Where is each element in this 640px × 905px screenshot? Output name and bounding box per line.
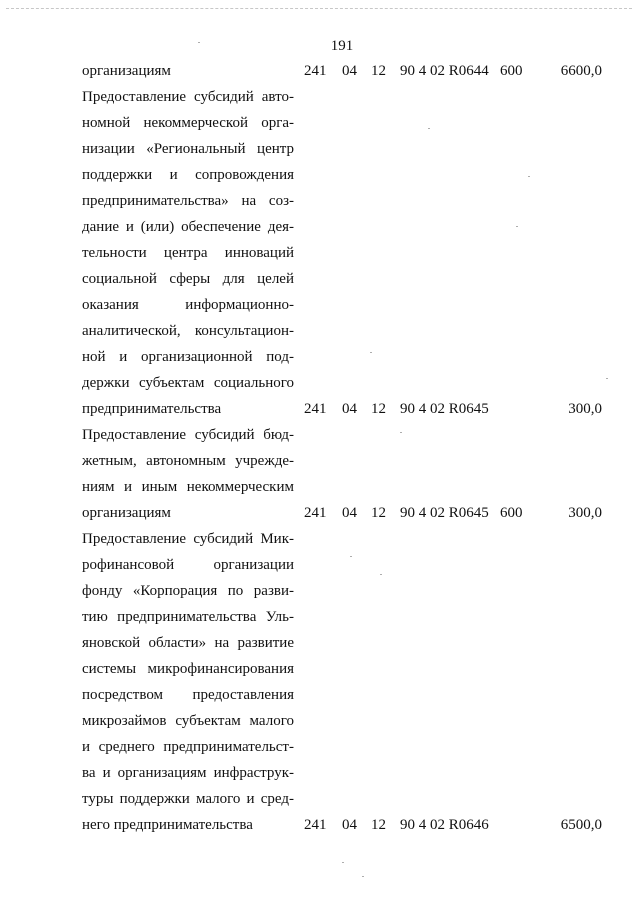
cell-pr: 12 [371,817,386,833]
row-description [82,84,294,422]
scan-edge-line [6,8,632,10]
description-line: посредством предоставления [82,687,294,703]
cell-rz: 04 [342,63,357,79]
scan-speck [370,352,372,353]
description-line: фонду «Корпорация по разви- [82,583,294,599]
cell-rz: 04 [342,505,357,521]
cell-csr: 90 4 02 R0645 [400,401,489,417]
description-line: туры поддержки малого и сред- [82,791,294,807]
description-line: номной некоммерческой орга- [82,115,294,131]
cell-sum: 300,0 [568,401,602,417]
description-line: дание и (или) обеспечение дея- [82,219,294,235]
page-number: 191 [330,38,354,54]
row-description [82,422,294,526]
cell-sum: 6600,0 [560,63,602,79]
description-line: Предоставление субсидий Мик- [82,531,294,547]
scan-speck [400,432,402,433]
scan-speck [606,378,608,379]
cell-csr: 90 4 02 R0645 [400,505,489,521]
description-line: организациям [82,505,171,521]
description-line: Предоставление субсидий авто- [82,89,294,105]
cell-sum: 6500,0 [560,817,602,833]
cell-csr: 90 4 02 R0644 [400,63,489,79]
scan-speck [428,128,430,129]
cell-pr: 12 [371,63,386,79]
description-line: поддержки и сопровождения [82,167,294,183]
cell-rz: 04 [342,401,357,417]
scan-speck [342,862,344,863]
cell-vr: 600 [500,505,523,521]
cell-gr: 241 [304,817,327,833]
cell-gr: 241 [304,63,327,79]
cell-gr: 241 [304,505,327,521]
table-row [0,58,640,84]
description-line: низации «Региональный центр [82,141,294,157]
description-line: яновской области» на развитие [82,635,294,651]
cell-rz: 04 [342,817,357,833]
scan-speck [516,226,518,227]
description-line: организациям [82,63,171,79]
description-line: ной и организационной под- [82,349,294,365]
row-description [82,526,294,838]
table-row [0,84,640,422]
description-line: социальной сферы для целей [82,271,294,287]
description-line: оказания информационно- [82,297,294,313]
cell-vr: 600 [500,63,523,79]
cell-sum: 300,0 [568,505,602,521]
cell-csr: 90 4 02 R0646 [400,817,489,833]
description-line: микрозаймов субъектам малого [82,713,294,729]
cell-pr: 12 [371,505,386,521]
description-line: него предпринимательства [82,817,253,833]
table-row [0,422,640,526]
description-line: Предоставление субсидий бюд- [82,427,294,443]
description-line: тию предпринимательства Уль- [82,609,294,625]
scan-speck [350,556,352,557]
table-row [0,526,640,838]
scan-speck [528,176,530,177]
description-line: жетным, автономным учрежде- [82,453,294,469]
description-line: системы микрофинансирования [82,661,294,677]
description-line: аналитической, консультацион- [82,323,294,339]
description-line: предпринимательства» на соз- [82,193,294,209]
row-description [82,58,294,84]
cell-pr: 12 [371,401,386,417]
description-line: тельности центра инноваций [82,245,294,261]
description-line: ва и организациям инфраструк- [82,765,294,781]
description-line: ниям и иным некоммерческим [82,479,294,495]
description-line: держки субъектам социального [82,375,294,391]
scan-speck [362,876,364,877]
scan-speck [198,42,200,43]
cell-gr: 241 [304,401,327,417]
description-line: и среднего предпринимательст- [82,739,294,755]
description-line: предпринимательства [82,401,222,417]
scan-speck [380,574,382,575]
description-line: рофинансовой организации [82,557,294,573]
